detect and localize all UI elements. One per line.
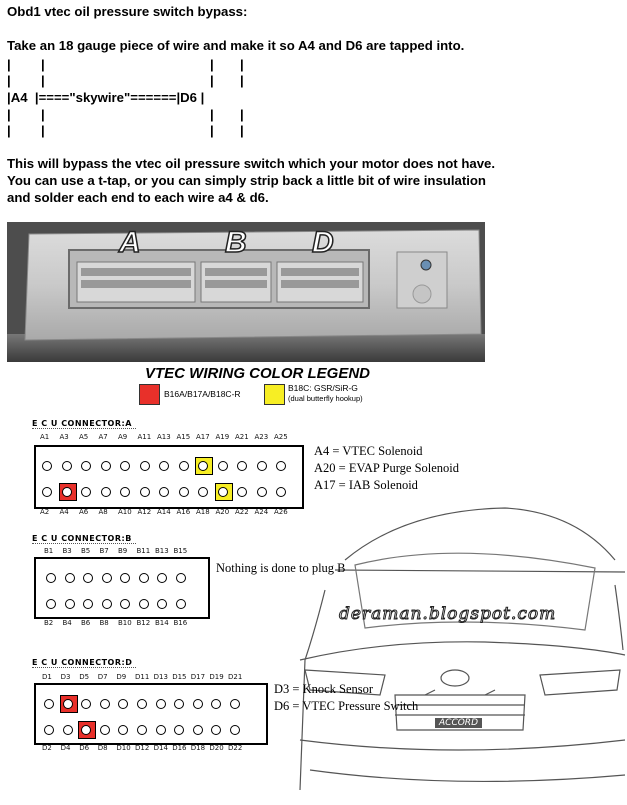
- connector-d-box: [34, 683, 268, 745]
- pin-d20: [211, 725, 221, 735]
- pin-b14: [157, 599, 167, 609]
- pin-a1: [42, 461, 52, 471]
- pin-label: A11: [137, 433, 152, 441]
- pin-d1: [44, 699, 54, 709]
- pin-label: A14: [157, 508, 171, 516]
- connector-a-title: E C U CONNECTOR:A: [32, 419, 136, 429]
- pin-label: D20: [209, 744, 224, 752]
- pin-d2: [44, 725, 54, 735]
- pin-label: D9: [116, 673, 127, 681]
- pin-a19: [218, 461, 228, 471]
- page-title: Obd1 vtec oil pressure switch bypass:: [7, 4, 248, 19]
- pin-label: A4: [59, 508, 69, 516]
- legend-red-label: B16A/B17A/B18C-R: [164, 389, 241, 399]
- pin-label: D1: [42, 673, 52, 681]
- pin-b8: [102, 599, 112, 609]
- pin-a18: [198, 487, 208, 497]
- pin-label: A26: [274, 508, 288, 516]
- pin-label: B9: [118, 547, 128, 555]
- pin-label: A18: [196, 508, 210, 516]
- car-sketch-image: [285, 490, 627, 800]
- pin-d4: [63, 725, 73, 735]
- pin-d7: [100, 699, 110, 709]
- note-plug-b: Nothing is done to plug B: [216, 561, 346, 575]
- pin-label: B2: [44, 619, 54, 627]
- pin-a3: [62, 461, 72, 471]
- connector-d-title: E C U CONNECTOR:D: [32, 658, 136, 668]
- pin-label: B8: [99, 619, 109, 627]
- pin-label: D16: [172, 744, 187, 752]
- pin-label: D6: [79, 744, 90, 752]
- pin-d22: [230, 725, 240, 735]
- pin-label: A10: [118, 508, 132, 516]
- legend-yellow-label: B18C: GSR/SiR-G: [288, 383, 358, 393]
- ecu-photo: [7, 222, 485, 362]
- pin-d3: [63, 699, 73, 709]
- note-a20: A20 = EVAP Purge Solenoid: [314, 461, 460, 475]
- pin-b9: [120, 573, 130, 583]
- explanation-line-1: This will bypass the vtec oil pressure switch which your motor does not have.: [7, 156, 496, 171]
- pin-label: A7: [98, 433, 108, 441]
- pin-label: B6: [81, 619, 91, 627]
- pin-a2: [42, 487, 52, 497]
- pin-d18: [193, 725, 203, 735]
- pin-label: D7: [97, 673, 108, 681]
- pin-d15: [174, 699, 184, 709]
- connector-a-box: [34, 445, 304, 509]
- connector-b-bottom-labels: [36, 619, 216, 629]
- note-d6: D6 = VTEC Pressure Switch: [274, 699, 419, 713]
- pin-label: B16: [173, 619, 188, 627]
- explanation-line-2: You can use a t-tap, or you can simply strip back a little bit of wire insulation: [7, 173, 486, 188]
- pin-label: D4: [60, 744, 71, 752]
- ecu-label-b: B: [225, 226, 247, 259]
- pin-label: D17: [190, 673, 206, 681]
- legend-yellow-swatch: [264, 384, 285, 405]
- pin-a13: [159, 461, 169, 471]
- pin-a16: [179, 487, 189, 497]
- connector-d-top-labels: [36, 673, 276, 683]
- pin-label: B12: [136, 619, 151, 627]
- pin-b1: [46, 573, 56, 583]
- pin-label: B15: [173, 547, 188, 555]
- pin-a20: [218, 487, 228, 497]
- pin-b11: [139, 573, 149, 583]
- pin-label: A6: [79, 508, 89, 516]
- note-d3: D3 = Knock Sensor: [274, 682, 374, 696]
- pin-label: D18: [190, 744, 206, 752]
- pin-d13: [156, 699, 166, 709]
- pin-d12: [137, 725, 147, 735]
- ecu-label-d: D: [312, 226, 334, 259]
- ascii-wire-line: |A4 |===="skywire"======|D6 |: [7, 90, 205, 105]
- legend-red-swatch: [139, 384, 160, 405]
- pin-b12: [139, 599, 149, 609]
- pin-a7: [101, 461, 111, 471]
- pin-label: B3: [62, 547, 72, 555]
- pin-d8: [100, 725, 110, 735]
- pin-d10: [118, 725, 128, 735]
- pin-a11: [140, 461, 150, 471]
- watermark-text: deraman.blogspot.com: [339, 604, 557, 624]
- connector-a-top-labels: [36, 433, 306, 443]
- pin-label: D8: [97, 744, 108, 752]
- pin-label: A21: [235, 433, 249, 441]
- pin-a8: [101, 487, 111, 497]
- pin-label: D22: [228, 744, 243, 752]
- connector-b-title: E C U CONNECTOR:B: [32, 534, 136, 544]
- pin-b6: [83, 599, 93, 609]
- pin-label: A13: [157, 433, 171, 441]
- note-a17: A17 = IAB Solenoid: [314, 478, 418, 492]
- pin-label: B4: [62, 619, 72, 627]
- pin-label: B5: [81, 547, 91, 555]
- pin-label: A23: [254, 433, 269, 441]
- pin-label: A5: [79, 433, 89, 441]
- pin-label: D15: [172, 673, 187, 681]
- pin-label: B11: [136, 547, 151, 555]
- pin-label: A25: [274, 433, 288, 441]
- pin-label: A2: [40, 508, 50, 516]
- ecu-label-a: A: [119, 226, 141, 259]
- pin-d14: [156, 725, 166, 735]
- pin-a12: [140, 487, 150, 497]
- connector-b-box: [34, 557, 210, 619]
- pin-label: D2: [42, 744, 52, 752]
- pin-d9: [118, 699, 128, 709]
- note-a4: A4 = VTEC Solenoid: [314, 444, 423, 458]
- pin-b10: [120, 599, 130, 609]
- pin-label: A17: [196, 433, 210, 441]
- pin-label: B10: [118, 619, 132, 627]
- pin-a26: [276, 487, 286, 497]
- pin-b5: [83, 573, 93, 583]
- pin-label: D21: [228, 673, 243, 681]
- pin-label: D14: [153, 744, 168, 752]
- pin-a10: [120, 487, 130, 497]
- pin-a25: [276, 461, 286, 471]
- pin-label: A16: [176, 508, 191, 516]
- pin-label: D3: [60, 673, 71, 681]
- legend-title: VTEC WIRING COLOR LEGEND: [145, 365, 370, 382]
- legend-yellow-sublabel: (dual butterfly hookup): [288, 394, 363, 403]
- pin-label: A8: [98, 508, 108, 516]
- connector-d-bottom-labels: [36, 744, 276, 754]
- pin-label: B14: [155, 619, 169, 627]
- pin-b7: [102, 573, 112, 583]
- pin-b15: [176, 573, 186, 583]
- pin-a14: [159, 487, 169, 497]
- pin-label: D11: [135, 673, 150, 681]
- pin-label: D5: [79, 673, 90, 681]
- pin-a21: [237, 461, 247, 471]
- pin-b13: [157, 573, 167, 583]
- pin-label: A22: [235, 508, 249, 516]
- pin-d17: [193, 699, 203, 709]
- pin-b3: [65, 573, 75, 583]
- pin-label: D12: [135, 744, 150, 752]
- pin-b2: [46, 599, 56, 609]
- pin-a17: [198, 461, 208, 471]
- pin-label: A1: [40, 433, 50, 441]
- pin-label: D13: [153, 673, 168, 681]
- pin-a15: [179, 461, 189, 471]
- instruction-text: Take an 18 gauge piece of wire and make it so A4 and D6 are tapped into.: [7, 38, 465, 53]
- pin-label: B13: [155, 547, 169, 555]
- pin-label: A12: [137, 508, 152, 516]
- pin-a22: [237, 487, 247, 497]
- pin-a5: [81, 461, 91, 471]
- pin-d19: [211, 699, 221, 709]
- pin-label: A24: [254, 508, 269, 516]
- pin-label: A3: [59, 433, 69, 441]
- pin-label: B7: [99, 547, 109, 555]
- pin-b16: [176, 599, 186, 609]
- car-badge: ACCORD: [435, 718, 482, 728]
- pin-label: A19: [215, 433, 230, 441]
- pin-d21: [230, 699, 240, 709]
- explanation-line-3: and solder each end to each wire a4 & d6.: [7, 190, 269, 205]
- pin-label: A15: [176, 433, 191, 441]
- pin-d5: [81, 699, 91, 709]
- pin-a9: [120, 461, 130, 471]
- pin-label: A9: [118, 433, 128, 441]
- pin-b4: [65, 599, 75, 609]
- pin-d16: [174, 725, 184, 735]
- pin-a24: [257, 487, 267, 497]
- connector-b-top-labels: [36, 547, 216, 557]
- pin-label: D19: [209, 673, 224, 681]
- pin-label: D10: [116, 744, 131, 752]
- pin-label: B1: [44, 547, 54, 555]
- pin-a23: [257, 461, 267, 471]
- pin-a4: [62, 487, 72, 497]
- pin-d11: [137, 699, 147, 709]
- connector-a-bottom-labels: [36, 508, 306, 518]
- pin-a6: [81, 487, 91, 497]
- pin-label: A20: [215, 508, 230, 516]
